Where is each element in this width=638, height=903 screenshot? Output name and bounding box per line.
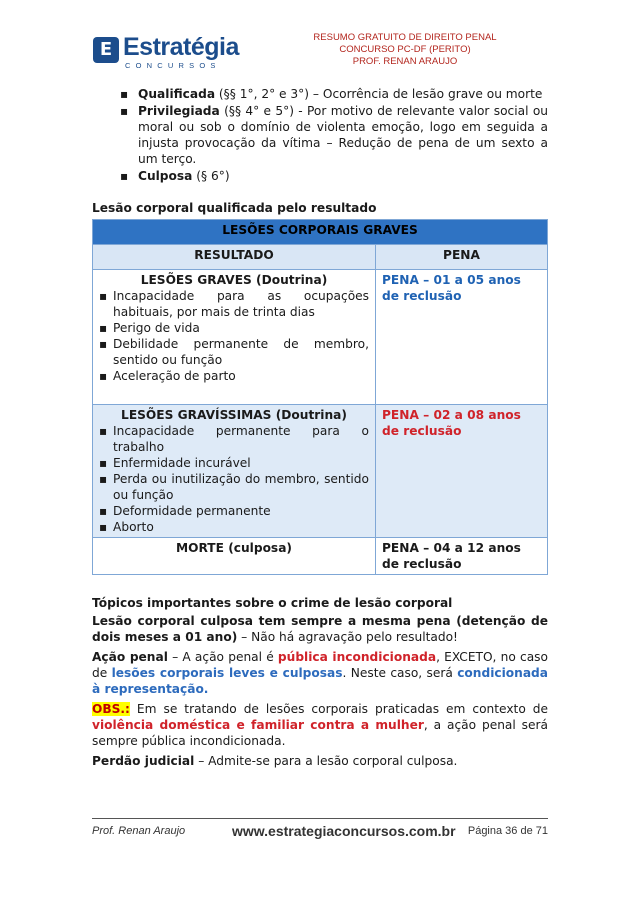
- logo-name: Estratégia: [123, 33, 239, 61]
- list-item: ▪ Aceleração de parto: [99, 368, 369, 384]
- topic-paragraph: [92, 701, 548, 749]
- row-heading: LESÕES GRAVÍSSIMAS (Doutrina): [121, 408, 347, 422]
- list-item: ▪ Debilidade permanente de membro, sentido ou função: [99, 336, 369, 368]
- lesoes-table: [92, 219, 548, 575]
- page-content: [92, 86, 548, 773]
- topic-bold: Ação penal: [92, 650, 168, 664]
- bullet-term: Culposa: [138, 169, 193, 183]
- row-heading: MORTE (culposa): [93, 538, 376, 575]
- bullet-text: (§ 6°): [192, 169, 230, 183]
- list-item: [120, 168, 548, 184]
- footer-page-number: Página 36 de 71: [467, 825, 548, 837]
- list-item: ▪ Deformidade permanente: [99, 503, 369, 519]
- page-footer: [92, 818, 548, 839]
- bullet-text: (§§ 4° e 5°) - Por motivo de relevante valor social ou moral ou sob o domínio de violenta emoção, logo em seguida a injusta provocação da vítima – Redução de pena de um sexto a um terço.: [138, 104, 548, 166]
- header-line-2: CONCURSO PC-DF (PERITO): [339, 44, 471, 55]
- topic-text: – A ação penal é: [167, 650, 278, 664]
- penalty-bullets: [120, 86, 548, 184]
- topic-red: violência doméstica e familiar contra a mulher: [92, 718, 424, 732]
- topic-text: – Admite-se para a lesão corporal culposa.: [194, 754, 458, 768]
- topic-bold: Lesão corporal culposa tem sempre a mesma pena (detenção de dois meses a 01 ano): [92, 614, 548, 644]
- row-items: [99, 288, 369, 384]
- list-item: ▪ Aborto: [99, 519, 369, 535]
- page-header: [0, 0, 638, 78]
- topic-blue: lesões corporais leves e culposas: [111, 666, 343, 680]
- pena-cell: PENA – 04 a 12 anos de reclusão: [376, 538, 548, 575]
- list-item: ▪ Perigo de vida: [99, 320, 369, 336]
- bullet-text: (§§ 1°, 2° e 3°) – Ocorrência de lesão grave ou morte: [215, 87, 543, 101]
- header-info: [290, 32, 520, 68]
- list-item: ▪ Incapacidade permanente para o trabalho: [99, 423, 369, 455]
- resultado-cell: [93, 270, 376, 405]
- section-title: Lesão corporal qualificada pelo resultado: [92, 201, 377, 215]
- topic-red: pública incondicionada: [277, 650, 437, 664]
- topics-section: [92, 595, 548, 769]
- footer-author: Prof. Renan Araujo: [92, 825, 186, 837]
- topic-text: Em se tratando de lesões corporais praticadas em contexto de: [129, 702, 548, 716]
- topic-paragraph: [92, 613, 548, 645]
- col-header-resultado: RESULTADO: [93, 245, 376, 270]
- pena-cell: PENA – 01 a 05 anos de reclusão: [376, 270, 548, 405]
- table-title: LESÕES CORPORAIS GRAVES: [93, 220, 548, 245]
- logo-subtitle: CONCURSOS: [125, 61, 221, 70]
- topic-bold: Perdão judicial: [92, 754, 195, 768]
- table-row: [93, 270, 548, 405]
- col-header-pena: PENA: [376, 245, 548, 270]
- logo-icon: E: [93, 37, 119, 63]
- resultado-cell: [93, 405, 376, 538]
- estrategia-logo: [93, 35, 243, 71]
- topic-paragraph: [92, 753, 548, 769]
- bullet-term: Qualificada: [138, 87, 216, 101]
- topic-paragraph: [92, 649, 548, 697]
- topic-text: – Não há agravação pelo resultado!: [237, 630, 458, 644]
- topic-blue: condicionada à representação.: [92, 666, 549, 696]
- list-item: ▪ Incapacidade para as ocupações habituais, por mais de trinta dias: [99, 288, 369, 320]
- row-items: [99, 423, 369, 535]
- list-item: [120, 103, 548, 167]
- topic-text: , EXCETO, no caso de: [92, 650, 548, 680]
- list-item: [120, 86, 548, 102]
- table-row: [93, 405, 548, 538]
- table-row: [93, 538, 548, 575]
- obs-badge: OBS.:: [92, 702, 130, 716]
- header-line-3: PROF. RENAN ARAUJO: [352, 56, 458, 67]
- header-line-1: RESUMO GRATUITO DE DIREITO PENAL: [313, 32, 497, 43]
- list-item: ▪ Enfermidade incurável: [99, 455, 369, 471]
- bullet-term: Privilegiada: [138, 104, 220, 118]
- footer-site-link[interactable]: www.estrategiaconcursos.com.br: [232, 823, 456, 839]
- row-heading: LESÕES GRAVES (Doutrina): [140, 273, 328, 287]
- pena-cell: PENA – 02 a 08 anos de reclusão: [376, 405, 548, 538]
- topics-title: Tópicos importantes sobre o crime de lesão corporal: [92, 596, 453, 610]
- list-item: ▪ Perda ou inutilização do membro, sentido ou função: [99, 471, 369, 503]
- topic-text: . Neste caso, será: [342, 666, 458, 680]
- topic-text: , a ação penal será sempre pública incondicionada.: [92, 718, 548, 748]
